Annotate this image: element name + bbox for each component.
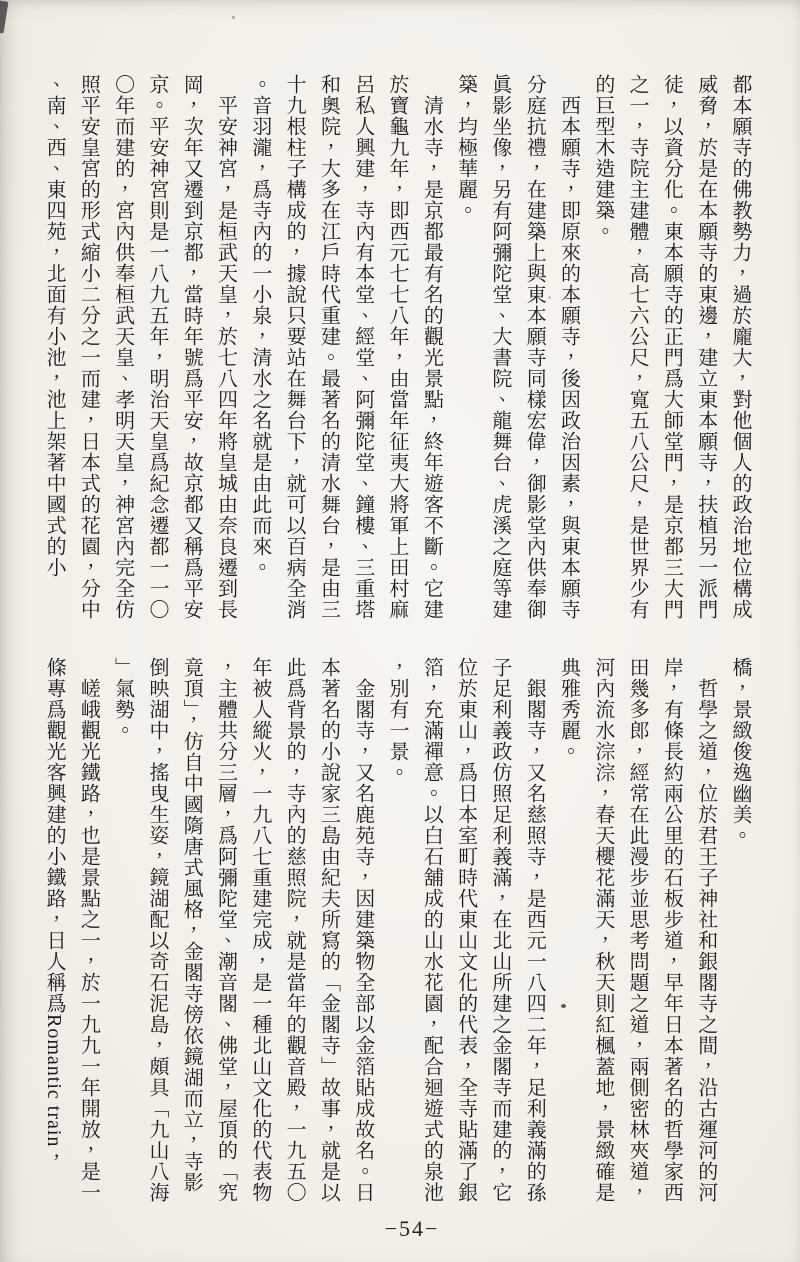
paragraph-nishi-honganji: 西本願寺，即原來的本願寺，後因政治因素，與東本願寺分庭抗禮，在建築上與東本願寺同樣宏偉，御影堂內供奉御眞影坐像，另有阿彌陀堂、大書院、龍舞台、虎溪之庭等建築，均極華麗。	[454, 74, 580, 621]
scan-speck	[232, 16, 235, 19]
paragraph-kiyomizudera: 清水寺，是京都最有名的觀光景點，終年遊客不斷。它建於寶龜九年，即西元七七八年，由當年征夷大將軍上田村麻呂私人興建，寺內有本堂、經堂、阿彌陀堂、鐘樓、三重塔和奧院，大多在江戶時代重建。最著名的清水舞台，是由三十九根柱子構成的，據說只要站在舞台下，就可以百病全消。音羽瀧，爲寺內的一小泉，清水之名就是由此而來。	[248, 74, 443, 621]
paragraph-bridge-continuation: 橋，景緻俊逸幽美。	[729, 657, 751, 846]
scan-corner-artifact	[0, 0, 8, 33]
text-block-top	[35, 74, 757, 623]
page-number: −54−	[384, 1216, 440, 1241]
text-block-bottom	[35, 657, 757, 1206]
paragraph-honganji-east: 都本願寺的佛教勢力，過於龐大，對他個人的政治地位構成威脅，於是在本願寺的東邊，建立東本願寺，扶植另一派門徒，以資分化。東本願寺的正門爲大師堂門，是京都三大門之一，寺院主建體，高七六公尺，寬五八公尺，是世界少有的巨型木造建築。	[591, 74, 751, 620]
paragraph-philosophers-path: 哲學之道，位於君王子神社和銀閣寺之間，沿古運河的河岸，有條長約兩公里的石板步道，早年日本著名的哲學家西田幾多郎，經常在此漫步並思考問題之道，兩側密林夾道，河內流水淙淙，春天櫻花滿天，秋天則紅楓蓋地，景緻確是典雅秀麗。	[557, 657, 717, 1204]
paragraph-kinkakuji: 金閣寺，又名鹿苑寺，因建築物全部以金箔貼成故名。日本著名的小說家三島由紀夫所寫的「金閣寺」故事，就是以此爲背景的，寺內的慈照院，就是當年的觀音殿，一九五〇年被人縱火，一九八七重建完成，是一種北山文化的代表物，主體共分三層，爲阿彌陀堂、潮音閣、佛堂，屋頂的「究竟頂」，仿自中國隋唐式風格，金閣寺傍依鏡湖而立，寺影倒映湖中，搖曳生姿，鏡湖配以奇石泥島，頗具「九山八海」氣勢。	[111, 657, 374, 1204]
paragraph-heian-jingu: 平安神宮，是桓武天皇，於七八四年將皇城由奈良遷到長岡，次年又遷到京都，當時年號爲平安，故京都又稱爲平安京。平安神宮則是一八九五年，明治天皇爲紀念遷都一一〇〇年而建的，宮內供奉桓武天皇、孝明天皇，神宮內完全仿照平安皇宮的形式縮小二分之一而建，日本式的花園，分中、南、西、東四苑，北面有小池，池上架著中國式的小	[43, 74, 237, 621]
paragraph-sagano-railway: 嵯峨觀光鐵路，也是景點之一，於一九九一年開放，是一條專爲觀光客興建的小鐵路，日人稱爲Romantic train，	[43, 657, 100, 1204]
paragraph-ginkakuji: 銀閣寺，又名慈照寺，是西元一八四二年，足利義滿的孫子足利義政仿照足利義滿，在北山所建之金閣寺而建的，它位於東山，爲日本室町時代東山文化的代表，全寺貼滿了銀箔，充滿禪意。以白石舖成的山水花園，配合迴遊式的泉池，別有一景。	[386, 657, 546, 1204]
